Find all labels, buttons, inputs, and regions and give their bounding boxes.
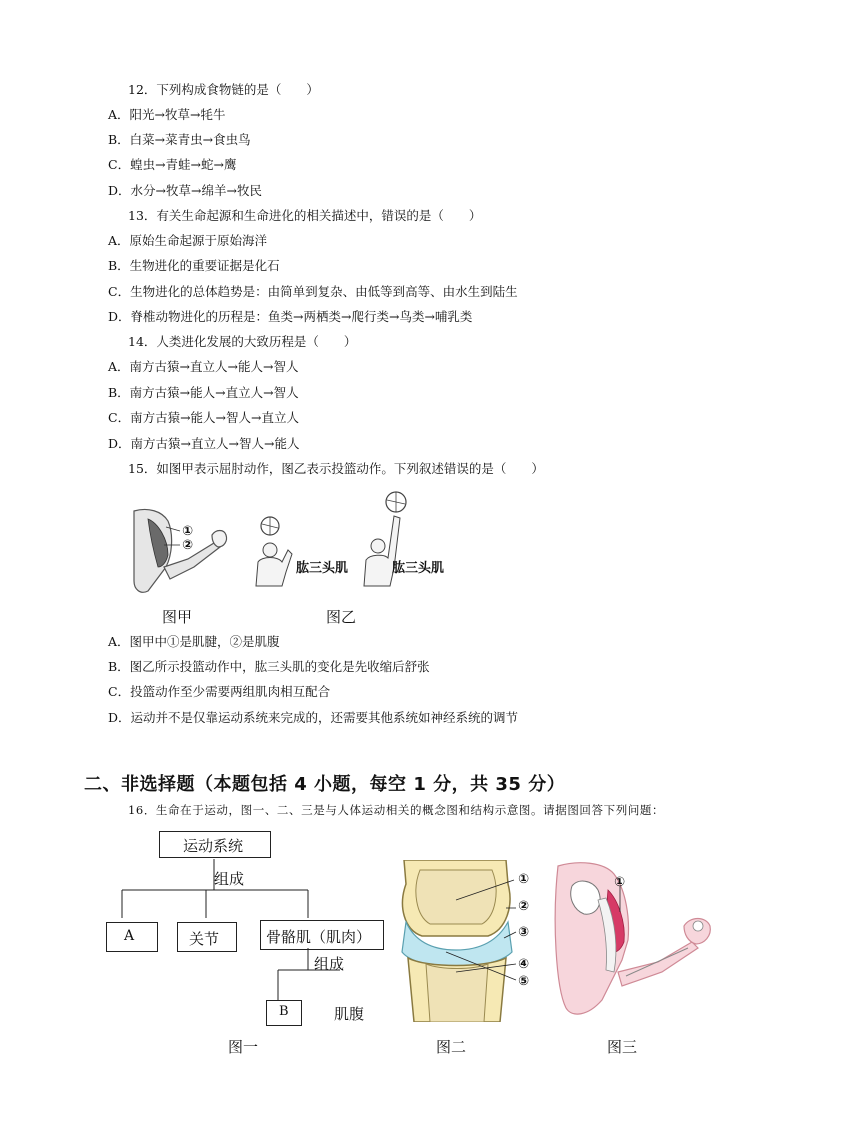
q12-option-d[interactable]: D．水分→牧草→绵羊→牧民: [108, 183, 262, 198]
q13-option-b[interactable]: B．生物进化的重要证据是化石: [108, 258, 280, 273]
q16-stem: 16．生命在于运动，图一、二、三是与人体运动相关的概念图和结构示意图。请据图回答下列问题：: [128, 803, 665, 817]
figure-3-caption: 图三: [607, 1038, 638, 1056]
joint-marker-4: ④: [518, 957, 530, 972]
q13-stem: 13．有关生命起源和生命进化的相关描述中，错误的是（ ）: [128, 208, 482, 223]
concept-node-joint: 关节: [189, 930, 220, 948]
concept-link-2: 组成: [314, 955, 345, 973]
q12-option-a[interactable]: A．阳光→牧草→牦牛: [108, 107, 226, 122]
q14-option-b[interactable]: B．南方古猿→能人→直立人→智人: [108, 385, 299, 400]
joint-marker-5: ⑤: [518, 974, 530, 989]
q12-option-c[interactable]: C．蝗虫→青蛙→蛇→鹰: [108, 157, 237, 172]
figure-jia-caption: 图甲: [162, 608, 193, 626]
figure-3-arm-illustration: [548, 860, 718, 1024]
joint-marker-3: ③: [518, 925, 530, 940]
joint-marker-1: ①: [518, 872, 530, 887]
figure-jia-marker-1: ①: [182, 524, 194, 539]
figure-yi-caption: 图乙: [326, 608, 357, 626]
q15-option-b[interactable]: B．图乙所示投篮动作中，肱三头肌的变化是先收缩后舒张: [108, 659, 430, 674]
q12-stem: 12．下列构成食物链的是（ ）: [128, 82, 319, 97]
q13-option-a[interactable]: A．原始生命起源于原始海洋: [108, 233, 268, 248]
figure-yi-label-right: 肱三头肌: [392, 561, 445, 576]
concept-node-muscle: 骨骼肌（肌肉）: [266, 928, 372, 946]
concept-link-1: 组成: [214, 870, 245, 888]
concept-node-b: B: [279, 1004, 289, 1019]
q14-stem: 14．人类进化发展的大致历程是（ ）: [128, 334, 357, 349]
q12-option-b[interactable]: B．白菜→菜青虫→食虫鸟: [108, 132, 251, 147]
section-2-title: 二、非选择题（本题包括 4 小题，每空 1 分，共 35 分）: [84, 774, 566, 795]
q15-stem: 15．如图甲表示屈肘动作，图乙表示投篮动作。下列叙述错误的是（ ）: [128, 461, 544, 476]
figure-1-caption: 图一: [228, 1038, 259, 1056]
q13-option-d[interactable]: D．脊椎动物进化的历程是：鱼类→两栖类→爬行类→鸟类→哺乳类: [108, 309, 473, 324]
joint-marker-2: ②: [518, 899, 530, 914]
figure-jia-marker-2: ②: [182, 538, 194, 553]
q14-option-c[interactable]: C．南方古猿→能人→智人→直立人: [108, 410, 299, 425]
concept-node-belly: 肌腹: [334, 1005, 365, 1023]
q14-option-a[interactable]: A．南方古猿→直立人→能人→智人: [108, 359, 299, 374]
concept-root: 运动系统: [183, 837, 244, 855]
q14-option-d[interactable]: D．南方古猿→直立人→智人→能人: [108, 436, 300, 451]
arm-marker-1: ①: [614, 875, 626, 890]
q13-option-c[interactable]: C．生物进化的总体趋势是：由简单到复杂、由低等到高等、由水生到陆生: [108, 284, 518, 299]
concept-node-a: A: [124, 928, 135, 944]
q15-option-d[interactable]: D．运动并不是仅靠运动系统来完成的，还需要其他系统如神经系统的调节: [108, 710, 519, 725]
q15-option-c[interactable]: C．投篮动作至少需要两组肌肉相互配合: [108, 684, 331, 699]
q15-option-a[interactable]: A．图甲中①是肌腱，②是肌腹: [108, 634, 280, 649]
figure-yi-label-left: 肱三头肌: [296, 561, 349, 576]
figure-2-caption: 图二: [436, 1038, 467, 1056]
